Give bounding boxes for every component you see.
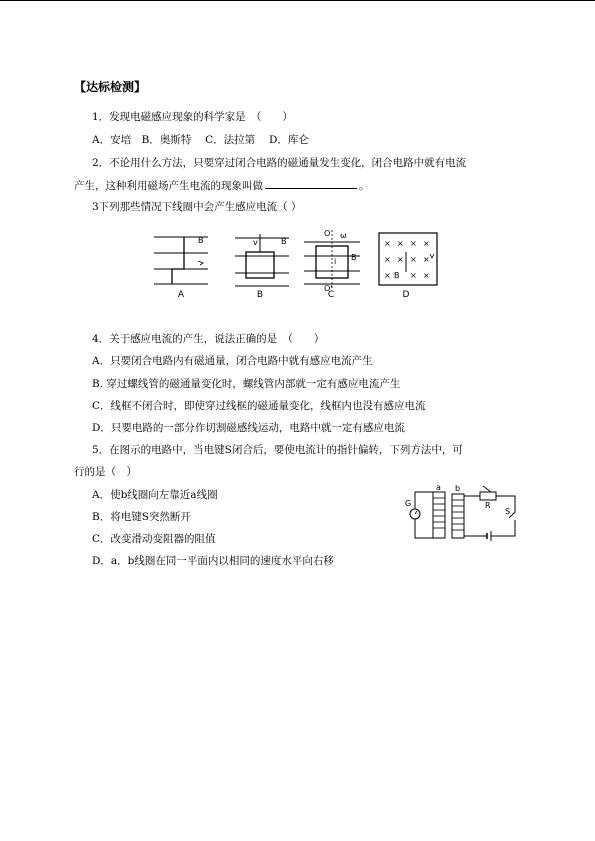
q4-option-d: D．只要电路的一部分作切割磁感线运动，电路中就一定有感应电流 bbox=[92, 422, 405, 434]
fig-c-b-label: B bbox=[351, 253, 357, 262]
q5-circuit-figure bbox=[405, 484, 520, 544]
q2-answer-blank[interactable] bbox=[265, 178, 357, 189]
fig-d-x: × bbox=[423, 239, 430, 248]
q3-caption-a: A bbox=[177, 290, 185, 300]
circuit-s-label: S bbox=[505, 507, 511, 516]
circuit-b-label: b bbox=[455, 484, 461, 493]
fig-c-o-label: O bbox=[324, 229, 331, 238]
fig-b-v-label: v bbox=[253, 238, 258, 247]
fig-d-x: × bbox=[397, 239, 404, 248]
q4-option-c: C．线框不闭合时，即使穿过线框的磁通量变化，线框内也没有感应电流 bbox=[92, 400, 426, 412]
q5-line2: 行的是（ ） bbox=[74, 466, 137, 478]
fig-d-x: × bbox=[410, 255, 417, 264]
fig-d-x: × bbox=[384, 239, 391, 248]
q3-caption-d: D bbox=[402, 290, 410, 300]
fig-a-b-label: B bbox=[198, 236, 204, 245]
circuit-r-label: R bbox=[485, 501, 491, 510]
circuit-a-label: a bbox=[436, 484, 441, 492]
top-border-line bbox=[0, 0, 595, 1]
fig-d-x: × bbox=[423, 255, 430, 264]
q5-option-b: B．将电键S突然断开 bbox=[92, 511, 191, 523]
q5-line1: 5．在图示的电路中，当电键S闭合后，要使电流计的指针偏转，下列方法中，可 bbox=[92, 444, 463, 456]
q2-line1: 2．不论用什么方法，只要穿过闭合电路的磁通量发生变化，闭合电路中就有电流 bbox=[92, 157, 467, 169]
fig-c-i-label: i bbox=[334, 257, 337, 266]
q2-line2-end: 。 bbox=[359, 180, 370, 192]
q3-figure-a bbox=[150, 228, 212, 290]
q3-stem: 3下列那些情况下线圈中会产生感应电流（ ） bbox=[92, 201, 302, 213]
q3-caption-c: C bbox=[327, 290, 335, 300]
section-title: 【达标检测】 bbox=[74, 80, 147, 94]
q3-figure-d bbox=[378, 232, 438, 286]
fig-d-x: × bbox=[410, 271, 417, 280]
q3-figure-b bbox=[232, 228, 292, 290]
q5-option-a: A．使b线圈向左靠近a线圈 bbox=[92, 489, 218, 501]
fig-c-oprime-label: O' bbox=[324, 284, 333, 292]
fig-d-b-label: B bbox=[394, 271, 400, 280]
q3-caption-b: B bbox=[256, 290, 264, 300]
fig-d-x: × bbox=[410, 239, 417, 248]
fig-d-x: × bbox=[423, 271, 430, 280]
q5-option-c: C．改变滑动变阻器的阻值 bbox=[92, 533, 216, 545]
fig-d-x: × bbox=[384, 255, 391, 264]
circuit-g-label: G bbox=[405, 499, 412, 508]
q5-option-d: D．a．b线圈在同一平面内以相同的速度水平向右移 bbox=[92, 555, 334, 567]
fig-d-x: × bbox=[397, 255, 404, 264]
q4-option-a: A．只要闭合电路内有磁通量，闭合电路中就有感应电流产生 bbox=[92, 355, 373, 367]
q4-option-b: B. 穿过螺线管的磁通量变化时，螺线管内部就一定有感应电流产生 bbox=[92, 378, 401, 390]
q3-figure-c bbox=[302, 226, 366, 292]
q1-options: A．安培 B．奥斯特 C．法拉第 D．库仑 bbox=[92, 134, 309, 146]
q4-stem: 4．关于感应电流的产生，说法正确的是 （ ） bbox=[92, 333, 325, 345]
q2-line2-text: 产生，这种利用磁场产生电流的现象叫做 bbox=[74, 180, 263, 192]
q1-stem: 1．发现电磁感应现象的科学家是 （ ） bbox=[92, 111, 293, 123]
fig-b-b-label: B bbox=[281, 237, 287, 246]
fig-c-omega-label: ω bbox=[340, 231, 347, 240]
q2-line2 bbox=[74, 178, 370, 193]
fig-d-x: × bbox=[384, 271, 391, 280]
